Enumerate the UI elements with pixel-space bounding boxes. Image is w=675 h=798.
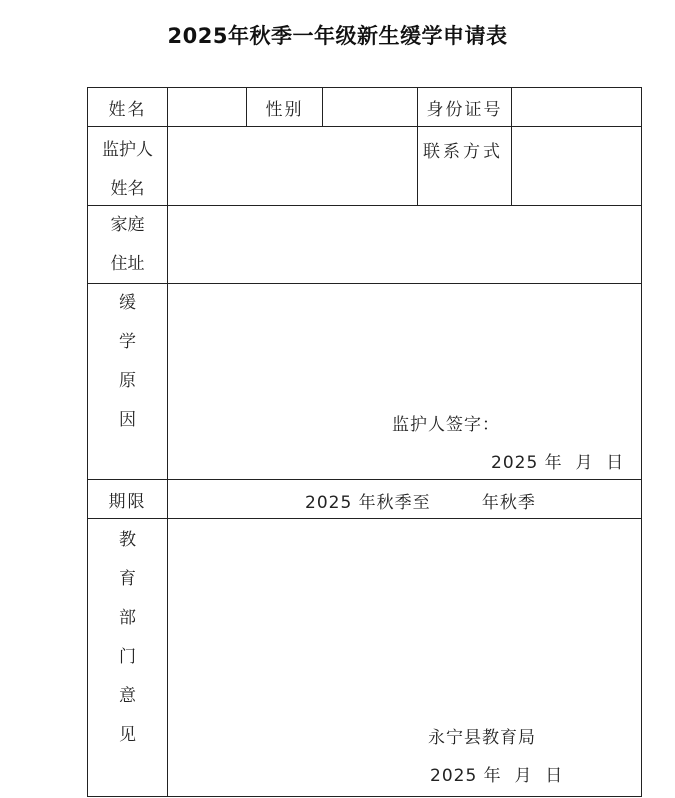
form-title: 2025年秋季一年级新生缓学申请表 [167, 24, 508, 48]
gender-input[interactable] [323, 88, 417, 126]
deferral-reason-input[interactable] [168, 284, 641, 394]
home-address-input[interactable] [168, 206, 641, 283]
opinion-date: 2025 年 月 日 [430, 766, 564, 786]
education-bureau-name: 永宁县教育局 [428, 728, 536, 748]
row-divider [87, 479, 642, 480]
contact-input[interactable] [512, 127, 641, 205]
id-number-input[interactable] [512, 88, 641, 126]
education-dept-opinion-label: 教 育 部 门 意 见 [119, 530, 136, 745]
guardian-name-input[interactable] [168, 127, 417, 205]
name-input[interactable] [168, 88, 246, 126]
table-border-right [641, 87, 642, 797]
guardian-name-label: 监护人 姓名 [102, 140, 153, 199]
deferral-reason-label: 缓 学 原 因 [119, 293, 136, 430]
home-address-label: 家庭 住址 [110, 215, 145, 274]
contact-label: 联系方式 [423, 142, 503, 162]
reason-date: 2025 年 月 日 [491, 453, 625, 473]
name-label: 姓名 [108, 99, 147, 120]
period-label: 期限 [108, 491, 147, 512]
id-number-label: 身份证号 [426, 99, 503, 120]
application-form-table [87, 87, 642, 797]
education-dept-opinion-input[interactable] [168, 519, 641, 709]
period-text: 2025 年秋季至 年秋季 [305, 493, 536, 513]
gender-label: 性别 [265, 99, 304, 120]
guardian-signature-label: 监护人签字： [392, 415, 500, 435]
table-border-bottom [87, 796, 642, 797]
